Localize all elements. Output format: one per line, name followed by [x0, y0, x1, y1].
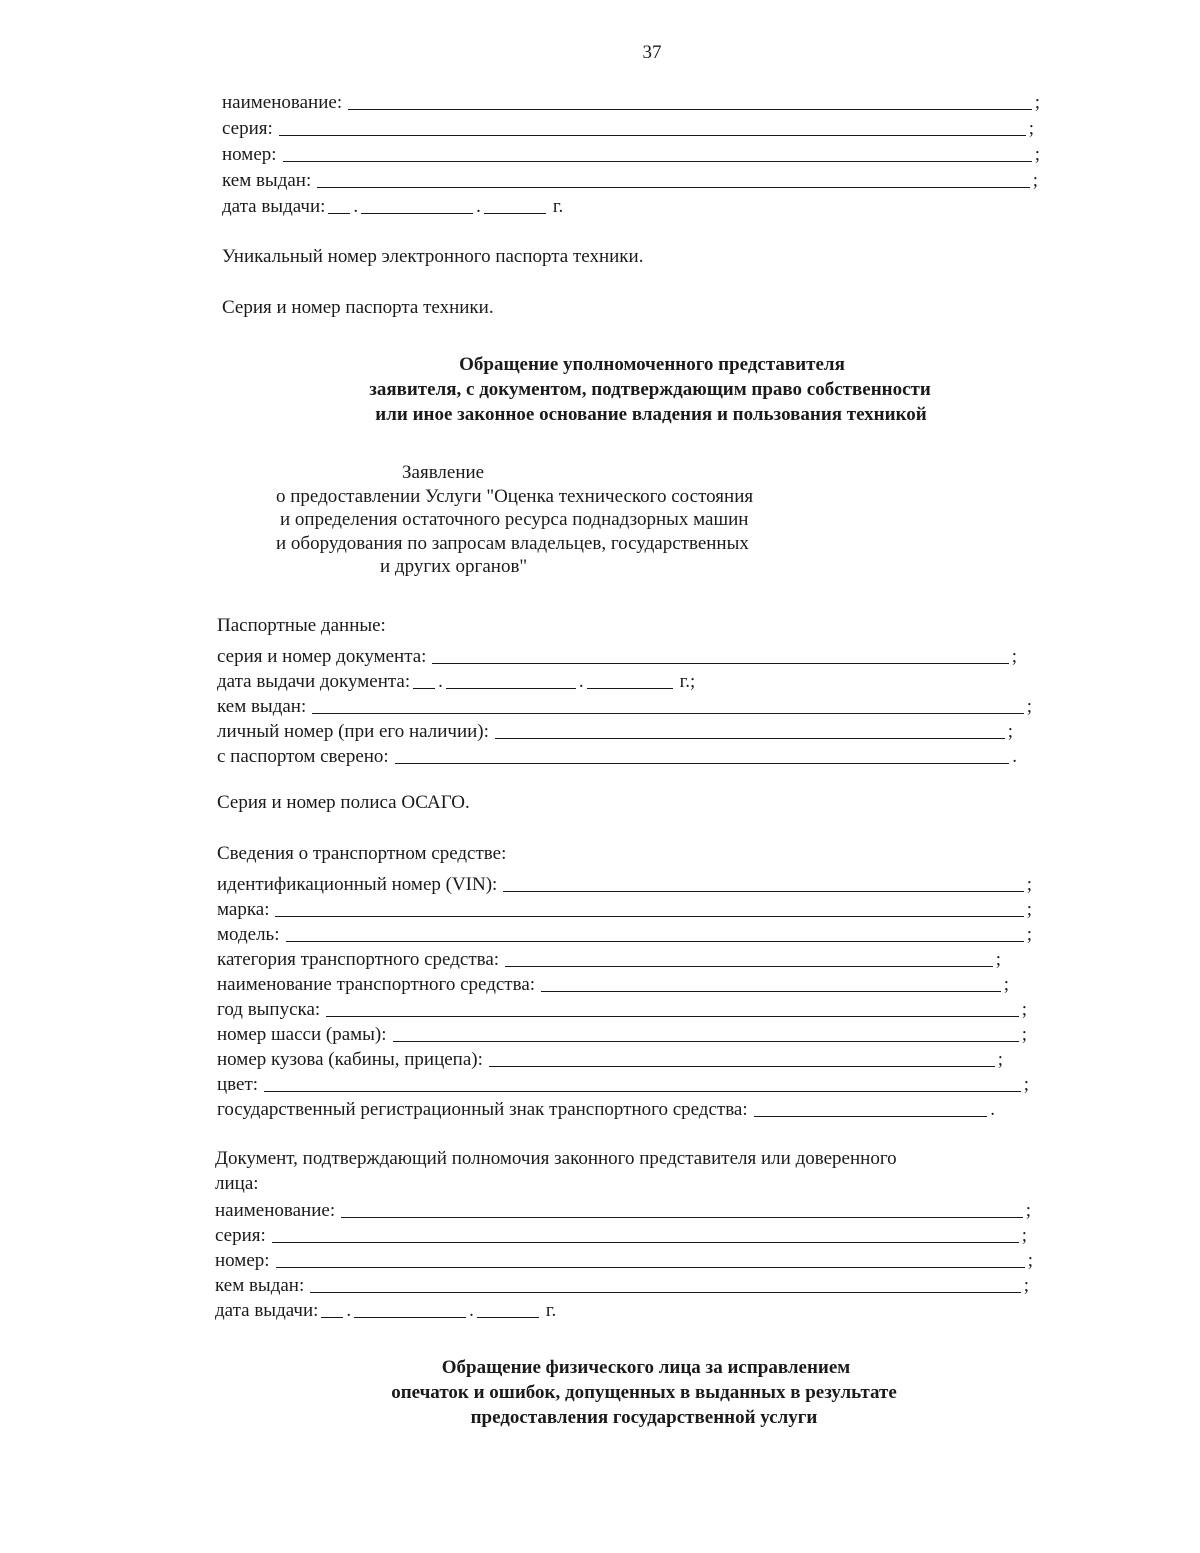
field-punct: ;	[997, 1049, 1003, 1070]
field-label: серия:	[222, 118, 273, 139]
fill-line	[393, 1041, 1019, 1042]
field-label: личный номер (при его наличии):	[217, 721, 489, 742]
year-blank[interactable]	[587, 688, 673, 689]
fill-line	[272, 1242, 1019, 1243]
field-label: кем выдан:	[222, 170, 312, 191]
heading-line: или иное законное основание владения и пользования техникой	[375, 404, 927, 425]
rep-doc-issue-date-field[interactable]	[215, 1294, 635, 1320]
fill-line	[286, 941, 1024, 942]
date-dot: .	[353, 196, 359, 217]
year-suffix: г.	[545, 1300, 557, 1321]
field-punct: .	[1012, 746, 1017, 767]
fill-line	[276, 1267, 1025, 1268]
fill-line	[312, 713, 1023, 714]
fill-line	[503, 891, 1023, 892]
year-suffix: г.;	[679, 671, 696, 692]
rep-doc-issued-by-field[interactable]	[215, 1269, 1029, 1295]
section2-heading	[0, 1355, 1200, 1430]
body-number-field[interactable]	[217, 1043, 1003, 1069]
month-blank[interactable]	[361, 213, 473, 214]
field-punct: ;	[1026, 899, 1032, 920]
field-label: дата выдачи:	[222, 196, 326, 217]
field-label: номер кузова (кабины, прицепа):	[217, 1049, 483, 1070]
vin-field[interactable]	[217, 868, 1032, 894]
osago-line: Серия и номер полиса ОСАГО.	[217, 792, 470, 813]
year-field[interactable]	[217, 993, 1027, 1019]
field-label: наименование:	[222, 92, 343, 113]
field-punct: .	[990, 1099, 995, 1120]
fill-line	[754, 1116, 988, 1117]
passport-issued-by-field[interactable]	[217, 690, 1032, 716]
field-punct: ;	[1026, 924, 1032, 945]
rep-doc-title-line1: Документ, подтверждающий полномочия законного представителя или доверенного	[215, 1148, 897, 1169]
date-dot: .	[469, 1300, 474, 1321]
field-label: наименование:	[215, 1200, 336, 1221]
chassis-field[interactable]	[217, 1018, 1027, 1044]
top-doc-series-field[interactable]	[222, 112, 1034, 138]
passport-verified-field[interactable]	[217, 740, 1017, 766]
heading-line: Обращение уполномоченного представителя	[459, 354, 845, 375]
fill-line	[395, 763, 1010, 764]
passport-issue-date-field[interactable]	[217, 665, 777, 691]
field-punct: ;	[1021, 1024, 1027, 1045]
fill-line	[310, 1292, 1020, 1293]
year-blank[interactable]	[477, 1317, 539, 1318]
date-dot: .	[438, 671, 443, 692]
fill-line	[326, 1016, 1019, 1017]
vehicle-name-field[interactable]	[217, 968, 1009, 994]
model-field[interactable]	[217, 918, 1032, 944]
field-label: марка:	[217, 899, 270, 920]
field-label: серия и номер документа:	[217, 646, 427, 667]
field-label: цвет:	[217, 1074, 259, 1095]
day-blank[interactable]	[321, 1317, 343, 1318]
field-label: номер шасси (рамы):	[217, 1024, 387, 1045]
field-label: с паспортом сверено:	[217, 746, 389, 767]
fill-line	[348, 109, 1032, 110]
vehicle-title: Сведения о транспортном средстве:	[217, 843, 507, 864]
field-punct: ;	[1032, 170, 1038, 191]
fill-line	[341, 1217, 1023, 1218]
field-punct: ;	[1034, 144, 1040, 165]
fill-line	[495, 738, 1005, 739]
heading-line: опечаток и ошибок, допущенных в выданных в результате	[391, 1382, 897, 1403]
fill-line	[432, 663, 1008, 664]
color-field[interactable]	[217, 1068, 1029, 1094]
field-punct: ;	[1023, 1074, 1029, 1095]
day-blank[interactable]	[413, 688, 435, 689]
field-punct: ;	[1025, 1200, 1031, 1221]
month-blank[interactable]	[446, 688, 576, 689]
fill-line	[489, 1066, 995, 1067]
date-dot: .	[578, 671, 584, 692]
passport-series-line: Серия и номер паспорта техники.	[222, 297, 494, 318]
field-punct: ;	[1007, 721, 1013, 742]
field-label: кем выдан:	[215, 1275, 305, 1296]
section1-heading	[0, 352, 1200, 427]
field-label: идентификационный номер (VIN):	[217, 874, 498, 895]
field-punct: ;	[1034, 92, 1040, 113]
field-label: номер:	[222, 144, 277, 165]
fill-line	[264, 1091, 1021, 1092]
field-punct: ;	[1003, 974, 1009, 995]
fill-line	[505, 966, 993, 967]
epassport-line: Уникальный номер электронного паспорта техники.	[222, 246, 644, 267]
field-punct: ;	[1023, 1275, 1029, 1296]
page-number: 37	[642, 42, 662, 63]
month-blank[interactable]	[354, 1317, 466, 1318]
date-dot: .	[346, 1300, 352, 1321]
rep-doc-title-line2: лица:	[215, 1173, 259, 1194]
statement-line: и определения остаточного ресурса поднадзорных машин	[280, 509, 749, 530]
reg-plate-field[interactable]	[217, 1093, 995, 1119]
category-field[interactable]	[217, 943, 1001, 969]
fill-line	[541, 991, 1001, 992]
rep-doc-series-field[interactable]	[215, 1219, 1027, 1245]
field-label: дата выдачи документа:	[217, 671, 411, 692]
field-punct: ;	[1028, 118, 1034, 139]
brand-field[interactable]	[217, 893, 1032, 919]
fill-line	[279, 135, 1026, 136]
field-label: год выпуска:	[217, 999, 321, 1020]
top-doc-number-field[interactable]	[222, 138, 1040, 164]
rep-doc-number-field[interactable]	[215, 1244, 1033, 1270]
fill-line	[275, 916, 1023, 917]
field-punct: ;	[1027, 1250, 1033, 1271]
top-doc-issued-by-field[interactable]	[222, 164, 1038, 190]
field-label: дата выдачи:	[215, 1300, 319, 1321]
rep-doc-name-field[interactable]	[215, 1194, 1031, 1220]
heading-line: заявителя, с документом, подтверждающим право собственности	[369, 379, 931, 400]
fill-line	[283, 161, 1032, 162]
field-label: модель:	[217, 924, 280, 945]
field-label: наименование транспортного средства:	[217, 974, 536, 995]
statement-line: о предоставлении Услуги "Оценка технического состояния	[276, 485, 754, 507]
field-punct: ;	[995, 949, 1001, 970]
statement-block	[0, 461, 1200, 579]
field-punct: ;	[1021, 1225, 1027, 1246]
field-label: категория транспортного средства:	[217, 949, 500, 970]
field-label: государственный регистрационный знак транспортного средства:	[217, 1099, 748, 1120]
date-dot: .	[476, 196, 481, 217]
day-blank[interactable]	[328, 213, 350, 214]
field-label: номер:	[215, 1250, 270, 1271]
statement-title: Заявление	[402, 462, 485, 483]
heading-line: Обращение физического лица за исправлением	[441, 1357, 851, 1378]
top-doc-name-field[interactable]	[222, 86, 1040, 112]
statement-line: и оборудования по запросам владельцев, государственных	[276, 532, 749, 554]
passport-data-title: Паспортные данные:	[217, 615, 386, 636]
field-punct: ;	[1026, 696, 1032, 717]
field-punct: ;	[1021, 999, 1027, 1020]
passport-series-number-field[interactable]	[217, 640, 1017, 666]
fill-line	[317, 187, 1029, 188]
top-doc-issue-date-field[interactable]	[222, 190, 642, 216]
field-label: кем выдан:	[217, 696, 307, 717]
year-suffix: г.	[552, 196, 564, 217]
field-punct: ;	[1011, 646, 1017, 667]
year-blank[interactable]	[484, 213, 546, 214]
heading-line: предоставления государственной услуги	[470, 1407, 818, 1428]
field-label: серия:	[215, 1225, 266, 1246]
statement-line: и других органов"	[380, 556, 528, 577]
personal-number-field[interactable]	[217, 715, 1013, 741]
field-punct: ;	[1026, 874, 1032, 895]
